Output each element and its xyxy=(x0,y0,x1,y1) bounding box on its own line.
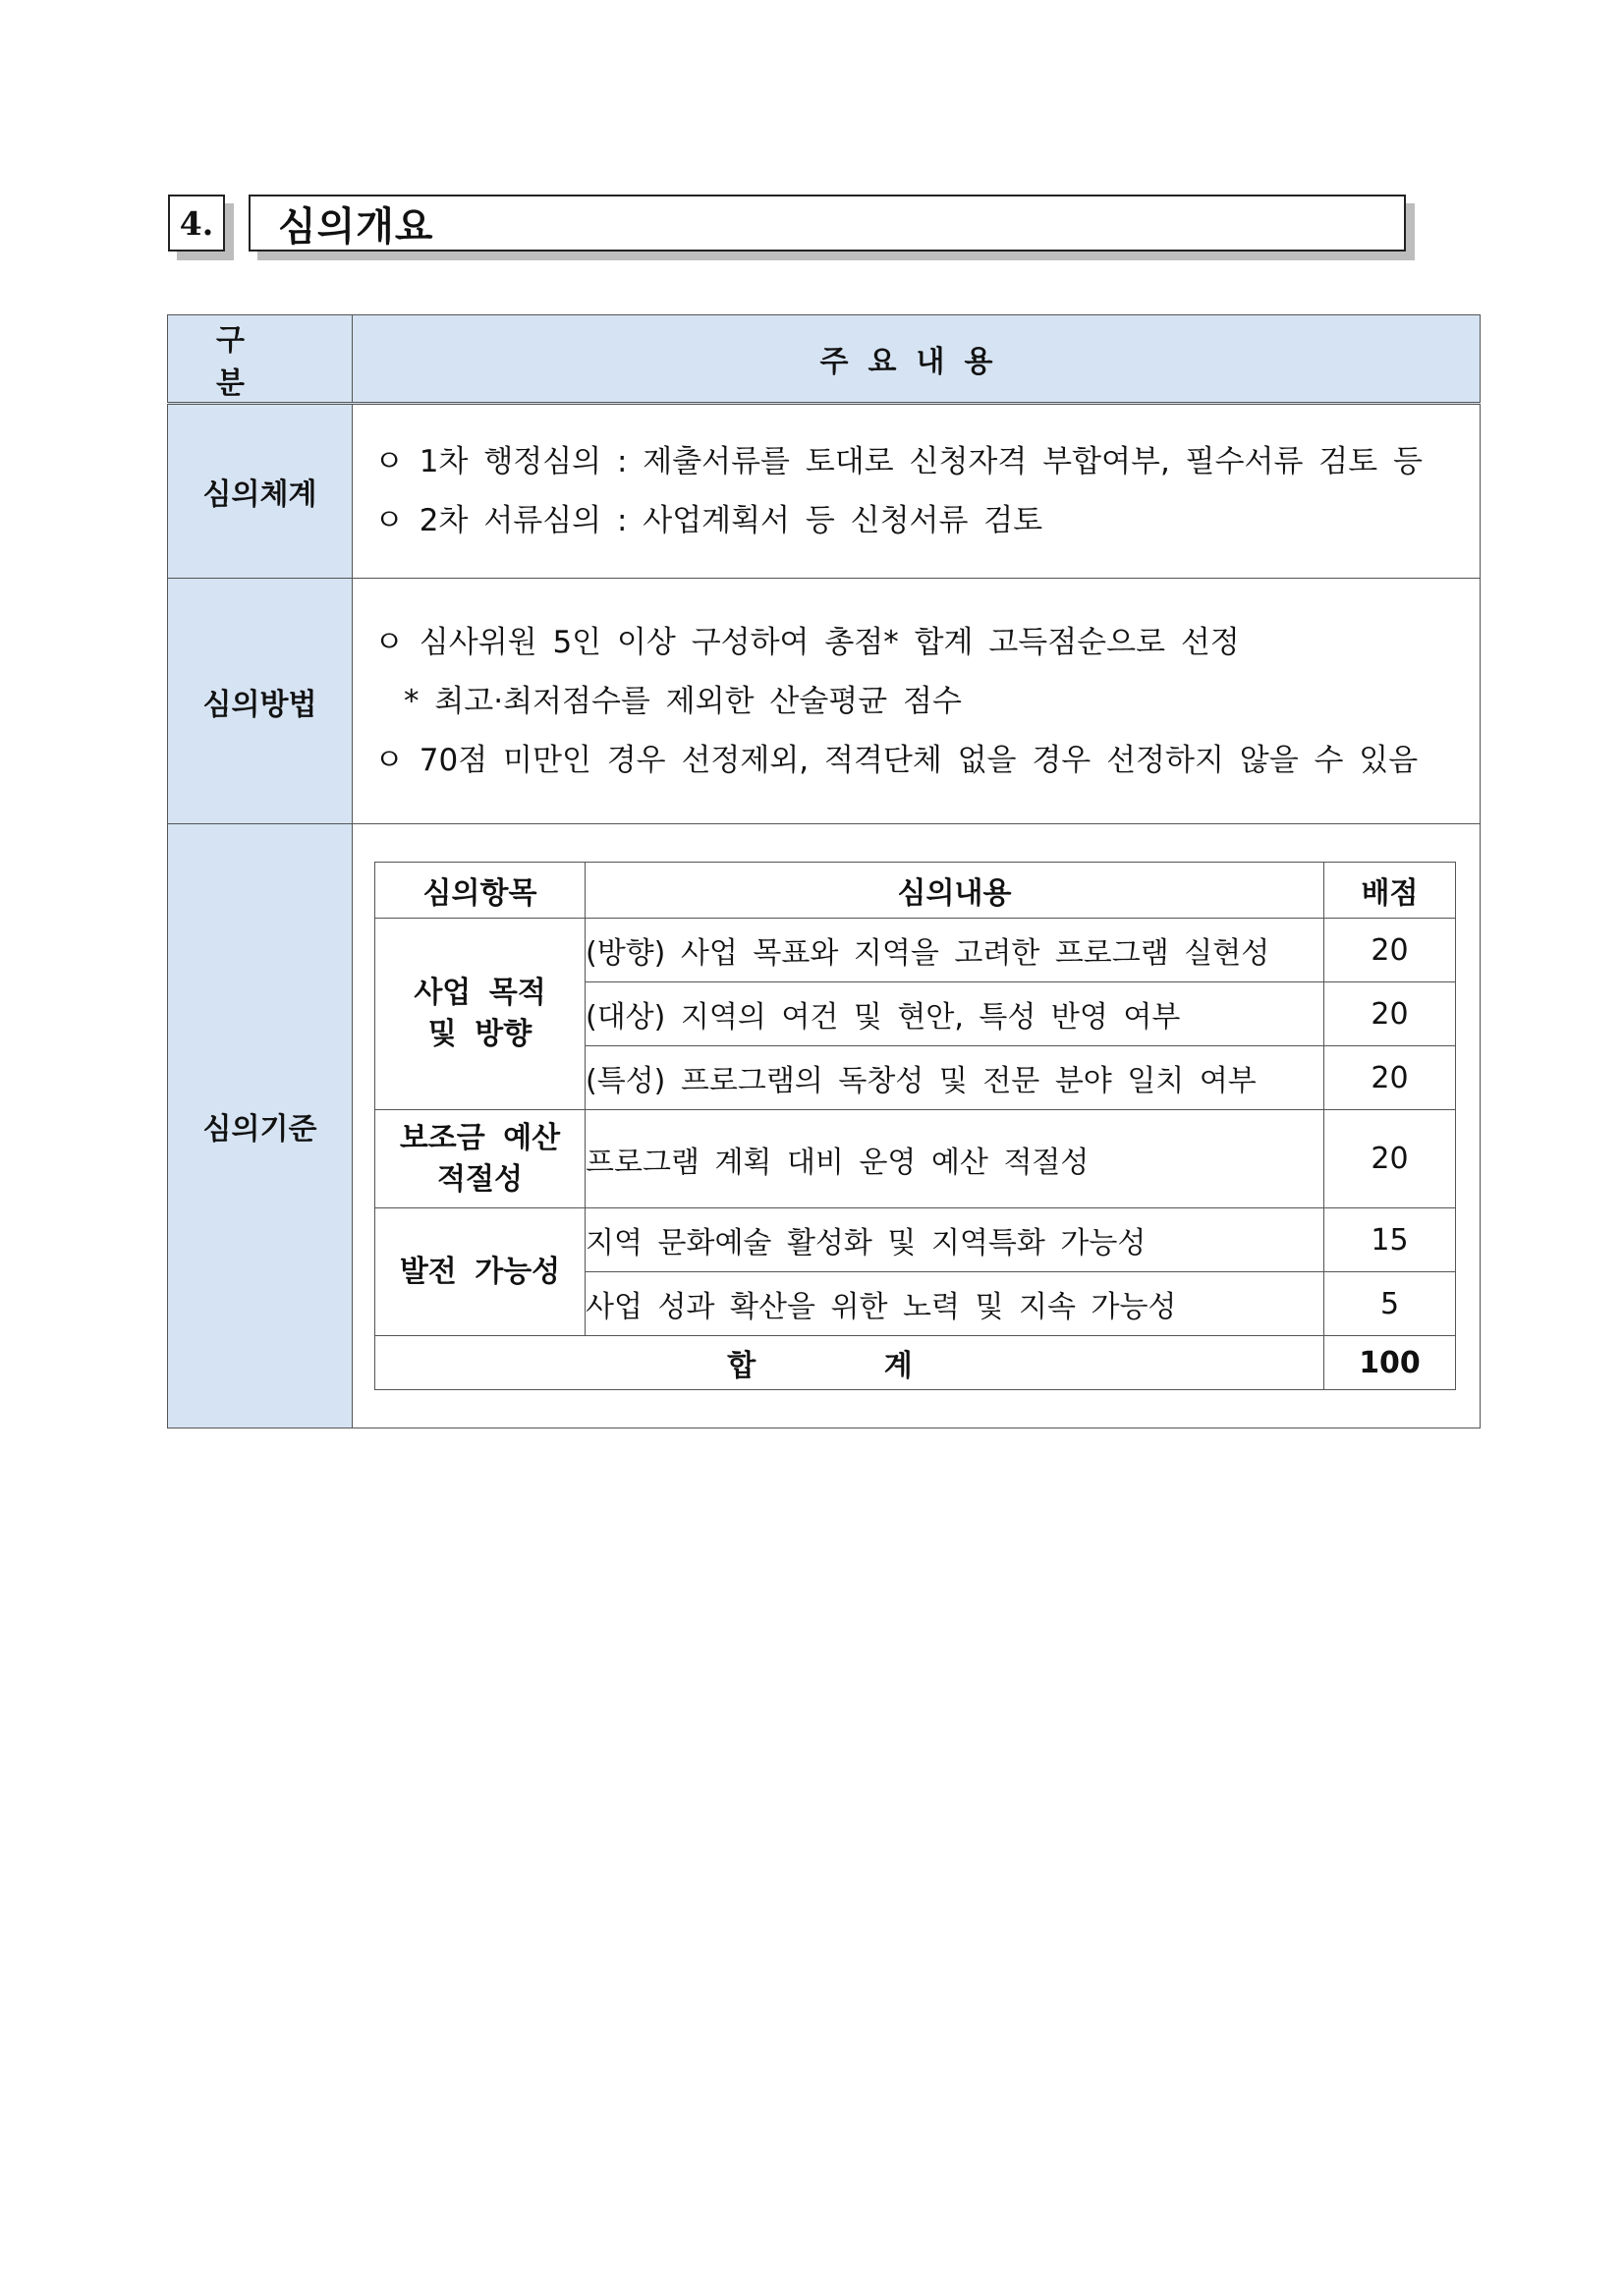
criteria-text: 프로그램 계획 대비 운영 예산 적절성 xyxy=(586,1110,1324,1208)
section-number: 4. xyxy=(168,195,225,252)
criteria-row xyxy=(375,1208,1456,1272)
table-row xyxy=(168,579,1481,824)
table-row xyxy=(168,404,1481,579)
criteria-table xyxy=(374,862,1456,1390)
row-content-criteria xyxy=(353,824,1481,1428)
criteria-score: 5 xyxy=(1324,1272,1456,1336)
row-label-method: 심의방법 xyxy=(168,579,353,824)
criteria-score: 20 xyxy=(1324,919,1456,982)
criteria-row xyxy=(375,1110,1456,1208)
content-line: ㅇ 2차 서류심의 : 사업계획서 등 신청서류 검토 xyxy=(374,503,1043,538)
criteria-text: (대상) 지역의 여건 및 현안, 특성 반영 여부 xyxy=(586,982,1324,1046)
criteria-text: 사업 성과 확산을 위한 노력 및 지속 가능성 xyxy=(586,1272,1324,1336)
content-line: ㅇ 1차 행정심의 : 제출서류를 토대로 신청자격 부합여부, 필수서류 검토 등 xyxy=(374,444,1423,479)
content-note-line: * 최고·최저점수를 제외한 산술평균 점수 xyxy=(404,683,962,719)
header-category: 구 분 xyxy=(168,315,353,404)
criteria-row xyxy=(375,919,1456,982)
criteria-total-row xyxy=(375,1336,1456,1390)
row-label-criteria: 심의기준 xyxy=(168,824,353,1428)
table-header-row xyxy=(168,315,1481,404)
criteria-score: 20 xyxy=(1324,982,1456,1046)
criteria-text: 지역 문화예술 활성화 및 지역특화 가능성 xyxy=(586,1208,1324,1272)
criteria-group-purpose: 사업 목적 및 방향 xyxy=(375,919,586,1110)
criteria-total-label: 합 계 xyxy=(375,1336,1324,1390)
content-line: ㅇ 심사위원 5인 이상 구성하여 총점* 합계 고득점순으로 선정 xyxy=(374,624,1240,660)
criteria-header-item: 심의항목 xyxy=(375,863,586,919)
criteria-score: 15 xyxy=(1324,1208,1456,1272)
criteria-score: 20 xyxy=(1324,1110,1456,1208)
content-line: ㅇ 70점 미만인 경우 선정제외, 적격단체 없을 경우 선정하지 않을 수 있음 xyxy=(374,742,1419,778)
criteria-text: (특성) 프로그램의 독창성 및 전문 분야 일치 여부 xyxy=(586,1046,1324,1110)
criteria-text: (방향) 사업 목표와 지역을 고려한 프로그램 실현성 xyxy=(586,919,1324,982)
criteria-score: 20 xyxy=(1324,1046,1456,1110)
criteria-header-content: 심의내용 xyxy=(586,863,1324,919)
criteria-group-growth: 발전 가능성 xyxy=(375,1208,586,1336)
criteria-group-budget: 보조금 예산 적절성 xyxy=(375,1110,586,1208)
table-row xyxy=(168,824,1481,1428)
row-label-system: 심의체계 xyxy=(168,404,353,579)
row-content-method xyxy=(353,579,1481,824)
criteria-total-score: 100 xyxy=(1324,1336,1456,1390)
criteria-header-row xyxy=(375,863,1456,919)
row-content-system xyxy=(353,404,1481,579)
header-content: 주요내용 xyxy=(353,315,1481,404)
review-overview-table xyxy=(167,314,1481,1428)
criteria-header-score: 배점 xyxy=(1324,863,1456,919)
section-title: 심의개요 xyxy=(249,195,1406,252)
